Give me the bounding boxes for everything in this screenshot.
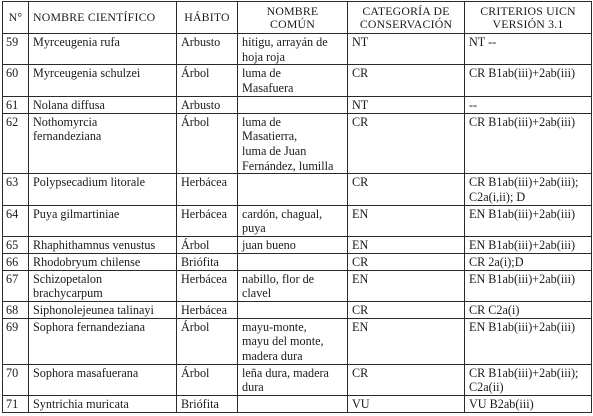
cell-scientific-name: Sophora fernandeziana	[29, 318, 177, 364]
table-body	[3, 34, 592, 413]
cell-iucn-criteria: CR 2a(i);D	[465, 253, 592, 270]
header-conservation: CATEGORÍA DE CONSERVACIÓN	[348, 2, 465, 34]
header-common-name: NOMBRE COMÚN	[238, 2, 348, 34]
cell-common-name	[238, 174, 348, 205]
cell-number: 65	[3, 237, 29, 254]
table-row	[3, 396, 592, 413]
cell-habit: Briófita	[177, 253, 238, 270]
cell-habit: Herbácea	[177, 174, 238, 205]
cell-habit: Herbácea	[177, 301, 238, 318]
cell-conservation-category: VU	[348, 396, 465, 413]
cell-common-name	[238, 96, 348, 113]
cell-iucn-criteria: --	[465, 96, 592, 113]
cell-scientific-name: Siphonolejeunea talinayi	[29, 301, 177, 318]
cell-scientific-name: Rhodobryum chilense	[29, 253, 177, 270]
cell-conservation-category: CR	[348, 364, 465, 395]
cell-common-name: leña dura, madera dura	[238, 364, 348, 395]
cell-habit: Briófita	[177, 396, 238, 413]
table-row	[3, 34, 592, 65]
table-row	[3, 113, 592, 174]
cell-habit: Herbácea	[177, 205, 238, 236]
cell-conservation-category: EN	[348, 205, 465, 236]
cell-number: 61	[3, 96, 29, 113]
cell-number: 59	[3, 34, 29, 65]
cell-conservation-category: CR	[348, 301, 465, 318]
cell-habit: Árbol	[177, 113, 238, 174]
cell-habit: Arbusto	[177, 96, 238, 113]
header-criteria: CRITERIOS UICN VERSIÓN 3.1	[465, 2, 592, 34]
cell-habit: Árbol	[177, 237, 238, 254]
table-row	[3, 65, 592, 96]
table-row	[3, 205, 592, 236]
cell-iucn-criteria: EN B1ab(iii)+2ab(iii)	[465, 237, 592, 254]
cell-conservation-category: EN	[348, 237, 465, 254]
table-row	[3, 301, 592, 318]
cell-conservation-category: EN	[348, 270, 465, 301]
cell-iucn-criteria: CR B1ab(iii)+2ab(iii); C2a(i,ii); D	[465, 174, 592, 205]
cell-conservation-category: CR	[348, 65, 465, 96]
table-row	[3, 270, 592, 301]
cell-common-name	[238, 396, 348, 413]
cell-number: 71	[3, 396, 29, 413]
cell-conservation-category: NT	[348, 96, 465, 113]
cell-scientific-name: Nothomyrcia fernandeziana	[29, 113, 177, 174]
cell-scientific-name: Rhaphithamnus venustus	[29, 237, 177, 254]
cell-conservation-category: EN	[348, 318, 465, 364]
cell-common-name: juan bueno	[238, 237, 348, 254]
cell-habit: Árbol	[177, 318, 238, 364]
cell-number: 62	[3, 113, 29, 174]
cell-iucn-criteria: CR B1ab(iii)+2ab(iii)	[465, 113, 592, 174]
cell-number: 64	[3, 205, 29, 236]
cell-conservation-category: NT	[348, 34, 465, 65]
cell-scientific-name: Nolana diffusa	[29, 96, 177, 113]
cell-number: 70	[3, 364, 29, 395]
cell-conservation-category: CR	[348, 113, 465, 174]
cell-iucn-criteria: CR B1ab(iii)+2ab(iii)	[465, 65, 592, 96]
cell-common-name: luma de Masafuera	[238, 65, 348, 96]
table-row	[3, 364, 592, 395]
cell-number: 69	[3, 318, 29, 364]
cell-scientific-name: Schizopetalon brachycarpum	[29, 270, 177, 301]
cell-iucn-criteria: VU B2ab(iii)	[465, 396, 592, 413]
cell-common-name: luma de Masatierra, luma de Juan Fernández, lumilla	[238, 113, 348, 174]
cell-scientific-name: Polypsecadium litorale	[29, 174, 177, 205]
table-row	[3, 318, 592, 364]
cell-scientific-name: Syntrichia muricata	[29, 396, 177, 413]
header-num: N°	[3, 2, 29, 34]
cell-conservation-category: CR	[348, 253, 465, 270]
header-habit: HÁBITO	[177, 2, 238, 34]
cell-habit: Arbusto	[177, 34, 238, 65]
table-row	[3, 96, 592, 113]
cell-number: 66	[3, 253, 29, 270]
table-row	[3, 174, 592, 205]
cell-scientific-name: Myrceugenia rufa	[29, 34, 177, 65]
table-row	[3, 253, 592, 270]
cell-iucn-criteria: EN B1ab(iii)+2ab(iii)	[465, 318, 592, 364]
cell-common-name	[238, 253, 348, 270]
cell-habit: Árbol	[177, 364, 238, 395]
cell-common-name	[238, 301, 348, 318]
cell-number: 68	[3, 301, 29, 318]
species-table	[2, 1, 592, 413]
cell-iucn-criteria: EN B1ab(iii)+2ab(iii)	[465, 205, 592, 236]
cell-scientific-name: Sophora masafuerana	[29, 364, 177, 395]
cell-common-name: hitigu, arrayán de hoja roja	[238, 34, 348, 65]
cell-common-name: cardón, chagual, puya	[238, 205, 348, 236]
cell-common-name: mayu-monte, mayu del monte, madera dura	[238, 318, 348, 364]
cell-iucn-criteria: NT --	[465, 34, 592, 65]
cell-number: 63	[3, 174, 29, 205]
cell-number: 67	[3, 270, 29, 301]
cell-scientific-name: Puya gilmartiniae	[29, 205, 177, 236]
cell-iucn-criteria: CR B1ab(iii)+2ab(iii); C2a(ii)	[465, 364, 592, 395]
cell-iucn-criteria: CR C2a(i)	[465, 301, 592, 318]
cell-iucn-criteria: EN B1ab(iii)+2ab(iii)	[465, 270, 592, 301]
cell-common-name: nabillo, flor de clavel	[238, 270, 348, 301]
table-row	[3, 237, 592, 254]
cell-habit: Herbácea	[177, 270, 238, 301]
table-header-row	[3, 2, 592, 34]
cell-number: 60	[3, 65, 29, 96]
cell-conservation-category: CR	[348, 174, 465, 205]
cell-scientific-name: Myrceugenia schulzei	[29, 65, 177, 96]
cell-habit: Árbol	[177, 65, 238, 96]
header-scientific-name: NOMBRE CIENTÍFICO	[29, 2, 177, 34]
